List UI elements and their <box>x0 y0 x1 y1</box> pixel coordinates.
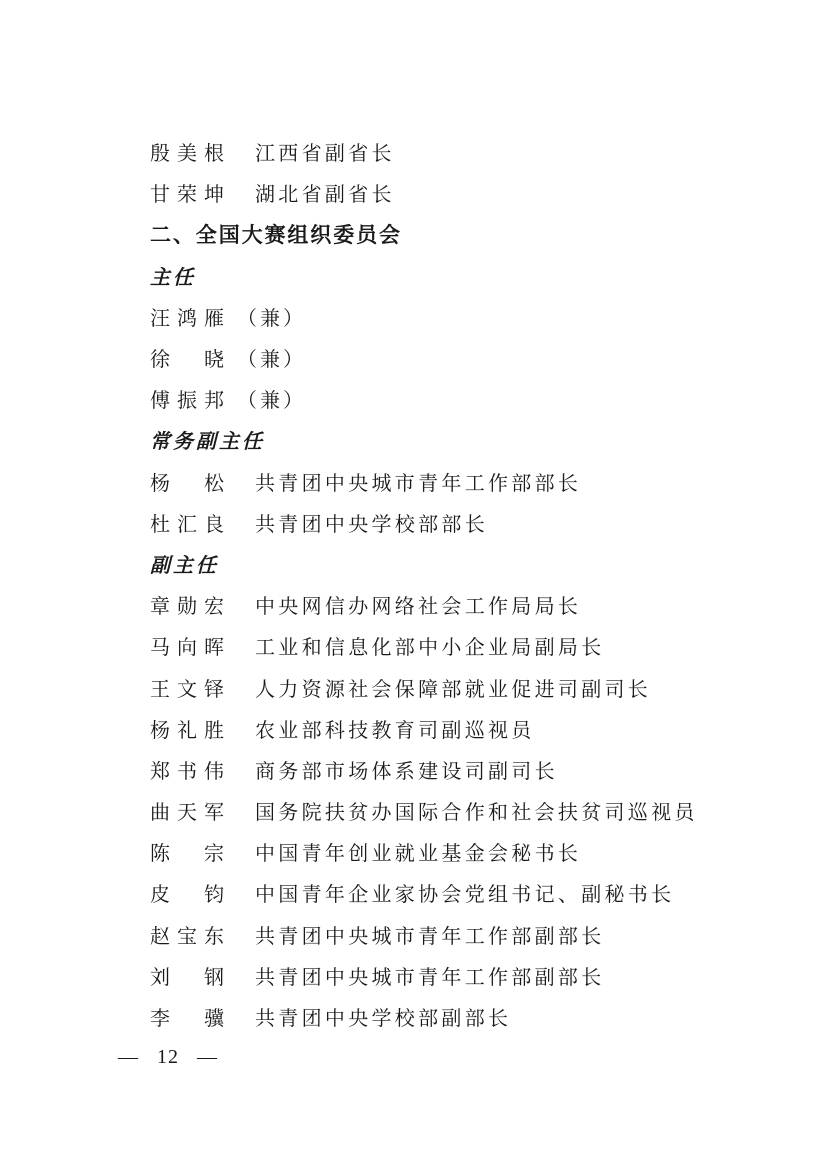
member-name: 马向晖 <box>150 637 224 660</box>
member-name: 汪鸿雁 <box>150 307 224 330</box>
member-row <box>150 996 786 1037</box>
member-row <box>150 790 786 831</box>
member-title: 共青团中央学校部部长 <box>255 513 488 536</box>
member-row <box>150 708 786 749</box>
member-row <box>150 914 786 955</box>
member-name: 杨礼胜 <box>150 719 224 742</box>
member-row <box>150 666 786 707</box>
member-title: 江西省副省长 <box>255 143 395 166</box>
member-name: 郑书伟 <box>150 760 224 783</box>
member-name: 曲天军 <box>150 802 224 825</box>
document-body <box>150 131 786 1037</box>
member-name: 陈宗 <box>150 843 224 866</box>
role-heading: 副主任 <box>150 554 219 577</box>
member-title: 共青团中央城市青年工作部部长 <box>255 472 582 495</box>
member-row <box>150 831 786 872</box>
member-row <box>150 749 786 790</box>
member-row <box>150 502 786 543</box>
member-title: 农业部科技教育司副巡视员 <box>255 719 535 742</box>
member-name: 徐晓 <box>150 349 224 372</box>
member-name: 杨松 <box>150 472 224 495</box>
member-row <box>150 872 786 913</box>
member-title: 中国青年企业家协会党组书记、副秘书长 <box>255 884 675 907</box>
member-name: 杜汇良 <box>150 513 224 536</box>
role-heading-row <box>150 419 786 460</box>
member-name: 殷美根 <box>150 143 224 166</box>
member-name: 甘荣坤 <box>150 184 224 207</box>
member-name: 章勋宏 <box>150 596 224 619</box>
member-row <box>150 955 786 996</box>
member-title: 共青团中央城市青年工作部副部长 <box>255 925 605 948</box>
member-name: 王文铎 <box>150 678 224 701</box>
member-row <box>150 131 786 172</box>
member-row <box>150 461 786 502</box>
section-heading: 二、全国大赛组织委员会 <box>150 223 402 247</box>
page-number: — 12 — <box>118 1046 218 1068</box>
section-heading-row <box>150 213 786 254</box>
member-row <box>150 337 786 378</box>
role-heading-row <box>150 255 786 296</box>
member-row <box>150 378 786 419</box>
member-note: （兼） <box>237 349 306 372</box>
role-heading: 主任 <box>150 266 196 289</box>
member-title: 中国青年创业就业基金会秘书长 <box>255 843 582 866</box>
member-title: 共青团中央城市青年工作部副部长 <box>255 966 605 989</box>
member-note: （兼） <box>237 390 306 413</box>
member-row <box>150 584 786 625</box>
role-heading: 常务副主任 <box>150 431 265 454</box>
role-heading-row <box>150 543 786 584</box>
member-name: 刘钢 <box>150 966 224 989</box>
member-title: 湖北省副省长 <box>255 184 395 207</box>
member-note: （兼） <box>237 307 306 330</box>
member-title: 商务部市场体系建设司副司长 <box>255 760 558 783</box>
member-name: 赵宝东 <box>150 925 224 948</box>
member-row <box>150 296 786 337</box>
member-name: 李骥 <box>150 1008 224 1031</box>
member-name: 皮钧 <box>150 884 224 907</box>
member-title: 工业和信息化部中小企业局副局长 <box>255 637 605 660</box>
member-name: 傅振邦 <box>150 390 224 413</box>
member-row <box>150 625 786 666</box>
member-title: 人力资源社会保障部就业促进司副司长 <box>255 678 652 701</box>
member-title: 国务院扶贫办国际合作和社会扶贫司巡视员 <box>255 802 698 825</box>
member-title: 共青团中央学校部副部长 <box>255 1008 512 1031</box>
member-row <box>150 172 786 213</box>
member-title: 中央网信办网络社会工作局局长 <box>255 596 582 619</box>
